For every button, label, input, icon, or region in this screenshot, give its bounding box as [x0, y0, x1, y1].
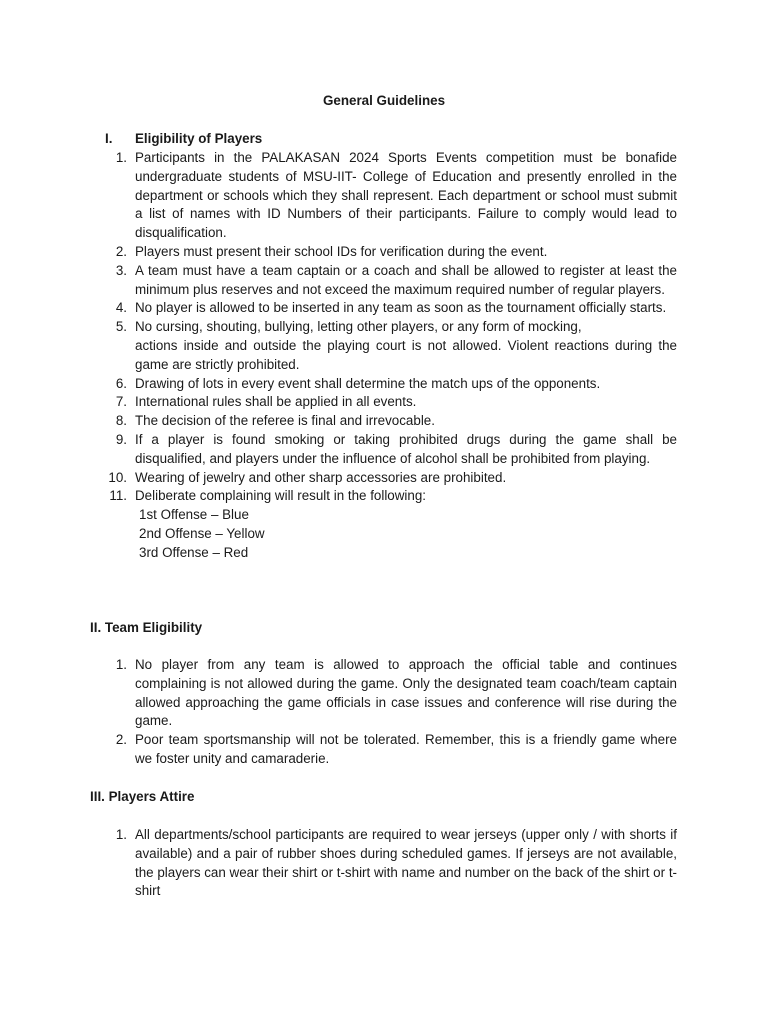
list-item: 1. No player from any team is allowed to approach the official table and continues complaining is not allowed during the game. Only the designated team coach/team captain allowed approaching the game officials in case issues and conference will rise during the game. [115, 657, 677, 729]
list-item: 2. Players must present their school IDs for verification during the event. [115, 243, 548, 259]
list-item: 9. If a player is found smoking or taking prohibited drugs during the game shall be disqualified, and players under the influence of alcohol shall be prohibited from playing. [115, 431, 677, 466]
list-item: 11. Deliberate complaining will result in the following: [109, 488, 427, 504]
page-title: General Guidelines [322, 93, 446, 108]
section-heading-players-attire: III. Players Attire [90, 789, 195, 804]
team-eligibility-list [105, 656, 677, 769]
list-item: 5. No cursing, shouting, bullying, letting other players, or any form of mocking, actions inside and outside the playing court is not allowed. Violent reactions during the game are strictly prohibited. [115, 319, 677, 372]
section-heading-eligibility-of-players [105, 130, 262, 149]
list-item: 7. International rules shall be applied in all events. [115, 394, 417, 410]
list-item: 1. All departments/school participants are required to wear jerseys (upper only / with shorts if available) and a pair of rubber shoes during scheduled games. If jerseys are not available, the players can wear their shirt or t-shirt with name and number on the back of the shirt or t-shirt [115, 827, 677, 899]
list-item: 3. A team must have a team captain or a coach and shall be allowed to register at least the minimum plus reserves and not exceed the maximum required number of regular players. [115, 262, 677, 297]
offense-level: 1st Offense – Blue [139, 507, 249, 523]
section-title: Eligibility of Players [135, 131, 263, 146]
list-item: 2. Poor team sportsmanship will not be tolerated. Remember, this is a friendly game where we foster unity and camaraderie. [115, 732, 677, 766]
list-item: 8. The decision of the referee is final and irrevocable. [115, 413, 435, 429]
offense-level: 3rd Offense – Red [139, 544, 249, 560]
list-item: 4. No player is allowed to be inserted in any team as soon as the tournament officially starts. [115, 300, 667, 316]
eligibility-list [105, 149, 677, 563]
list-item: 10. Wearing of jewelry and other sharp accessories are prohibited. [108, 469, 507, 485]
offense-level: 2nd Offense – Yellow [139, 525, 265, 541]
list-item: 6. Drawing of lots in every event shall determine the match ups of the opponents. [115, 375, 601, 391]
list-item: 1. Participants in the PALAKASAN 2024 Sports Events competition must be bonafide undergraduate students of MSU-IIT- College of Education and presently enrolled in the department or schools which they shall represent. Each department or school must submit a list of names with ID Numbers of their participants. Failure to comply would lead to disqualification. [115, 150, 677, 241]
players-attire-list [105, 826, 677, 901]
section-number: I. [105, 131, 113, 146]
section-heading-team-eligibility: II. Team Eligibility [90, 620, 203, 635]
